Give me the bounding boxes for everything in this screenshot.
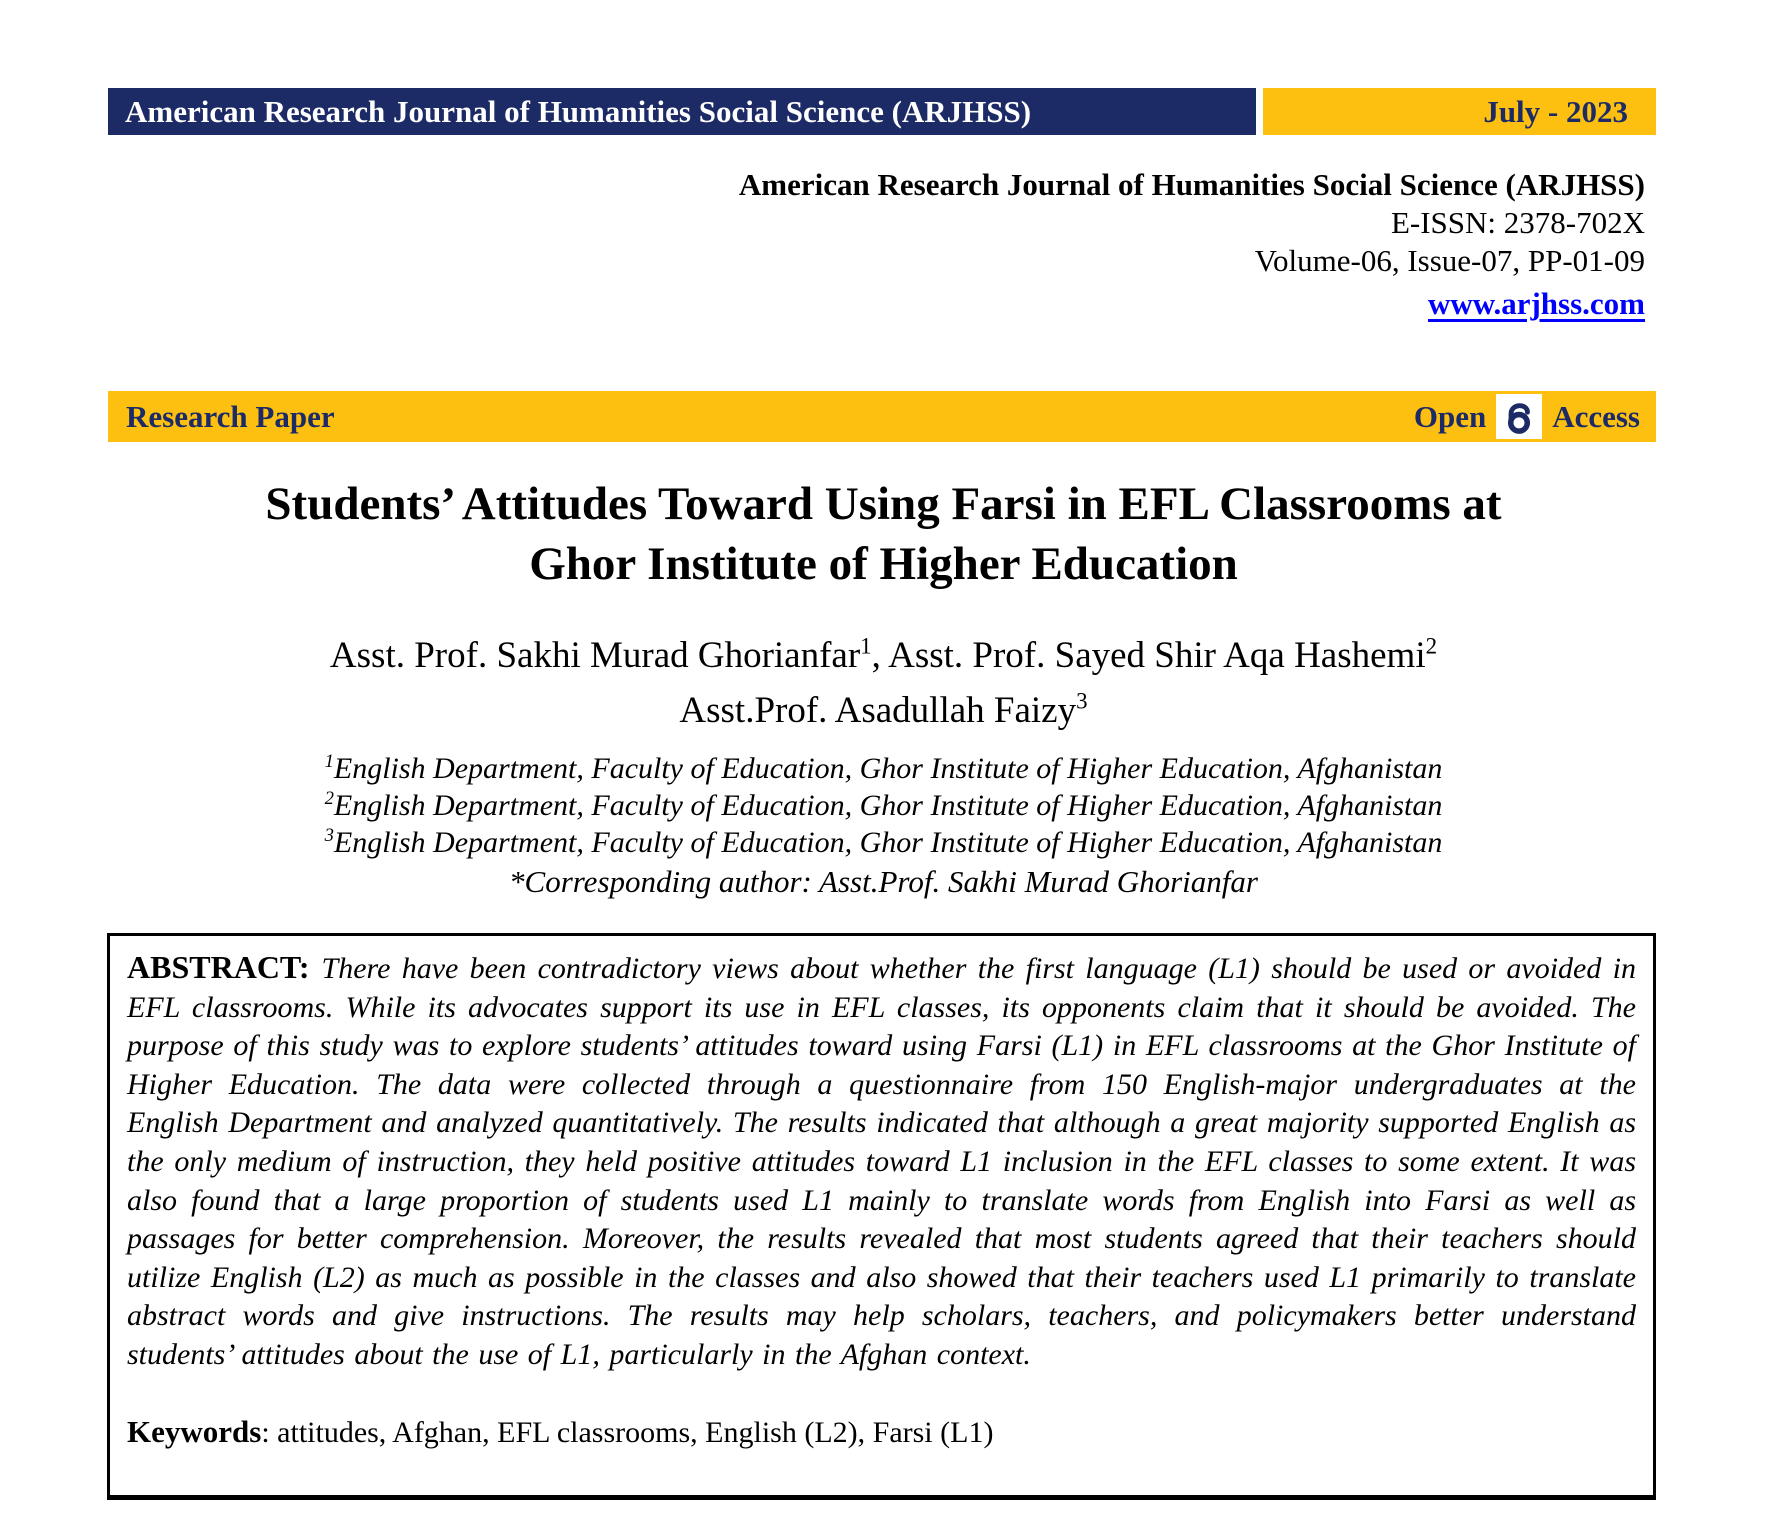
topbar-divider xyxy=(1256,88,1263,135)
affiliation-text-3: English Department, Faculty of Education, Ghor Institute of Higher Education, Afghanistan xyxy=(333,826,1443,859)
authors-line-1 xyxy=(0,628,1767,683)
keywords-line xyxy=(127,1413,1636,1452)
author-superscript-3: 3 xyxy=(1076,688,1088,714)
affiliation-superscript-1: 1 xyxy=(324,751,334,772)
keywords-text: : attitudes, Afghan, EFL classrooms, English (L2), Farsi (L1) xyxy=(261,1415,994,1449)
affiliation-superscript-2: 2 xyxy=(324,788,334,809)
abstract-body: There have been contradictory views about whether the first language (L1) should be used or avoided in EFL classrooms. While its advocates support its use in EFL classes, its opponents claim that it should be avoided. The purpose of this study was to explore students’ attitudes toward using Farsi (L1) in EFL classrooms at the Ghor Institute of Higher Education. The data were collected through a questionnaire from 150 English-major undergraduates at the English Department and analyzed quantitatively. The results indicated that although a great majority supported English as the only medium of instruction, they held positive attitudes toward L1 inclusion in the EFL classes to some extent. It was also found that a large proportion of students used L1 mainly to translate words from English into Farsi as well as passages for better comprehension. Moreover, the results revealed that most students agreed that their teachers should utilize English (L2) as much as possible in the classes and also showed that their teachers used L1 primarily to translate abstract words and give instructions. The results may help scholars, teachers, and policymakers better understand students’ attitudes about the use of L1, particularly in the Afghan context. xyxy=(127,952,1636,1371)
paper-title xyxy=(0,474,1767,594)
masthead-volume-info: Volume-06, Issue-07, PP-01-09 xyxy=(1254,243,1645,278)
open-label: Open xyxy=(1413,398,1487,434)
open-access-group xyxy=(1414,394,1640,439)
paper-type-bar xyxy=(108,391,1656,442)
journal-header-bar xyxy=(108,88,1656,135)
research-paper-label: Research Paper xyxy=(126,398,335,434)
affiliation-text-2: English Department, Faculty of Education, Ghor Institute of Higher Education, Afghanistan xyxy=(333,789,1443,822)
affiliations-block xyxy=(0,750,1767,900)
authors-block xyxy=(0,628,1767,738)
affiliation-row-2 xyxy=(0,787,1767,824)
corresponding-author-note: *Corresponding author: Asst.Prof. Sakhi Murad Ghorianfar xyxy=(509,864,1258,899)
affiliation-superscript-3: 3 xyxy=(324,825,334,846)
affiliation-row-3 xyxy=(0,824,1767,861)
authors-line-2 xyxy=(0,683,1767,738)
keywords-label: Keywords xyxy=(127,1413,262,1449)
topbar-journal-title: American Research Journal of Humanities Social Science (ARJHSS) xyxy=(108,88,1256,135)
affiliation-text-1: English Department, Faculty of Education, Ghor Institute of Higher Education, Afghanistan xyxy=(333,752,1443,785)
access-label: Access xyxy=(1552,398,1640,434)
author-superscript-1: 1 xyxy=(860,633,872,659)
topbar-issue-date: July - 2023 xyxy=(1263,88,1656,135)
masthead-journal-name: American Research Journal of Humanities Social Science (ARJHSS) xyxy=(738,167,1645,202)
affiliation-row-1 xyxy=(0,750,1767,787)
author-name-3: Asst.Prof. Asadullah Faizy xyxy=(679,690,1077,731)
author-separator: , xyxy=(871,635,889,676)
journal-website-link[interactable]: www.arjhss.com xyxy=(1428,286,1645,321)
author-name-1: Asst. Prof. Sakhi Murad Ghorianfar xyxy=(329,635,861,676)
paper-title-line-2: Ghor Institute of Higher Education xyxy=(529,538,1238,590)
abstract-label: ABSTRACT: xyxy=(127,949,310,985)
masthead xyxy=(739,166,1645,323)
abstract-paragraph xyxy=(127,948,1636,1375)
abstract-box xyxy=(107,933,1656,1500)
author-name-2: Asst. Prof. Sayed Shir Aqa Hashemi xyxy=(888,635,1426,676)
masthead-eissn: E-ISSN: 2378-702X xyxy=(1390,205,1645,240)
author-superscript-2: 2 xyxy=(1425,633,1438,659)
paper-title-line-1: Students’ Attitudes Toward Using Farsi in EFL Classrooms at xyxy=(265,478,1502,530)
open-access-icon xyxy=(1496,394,1542,439)
